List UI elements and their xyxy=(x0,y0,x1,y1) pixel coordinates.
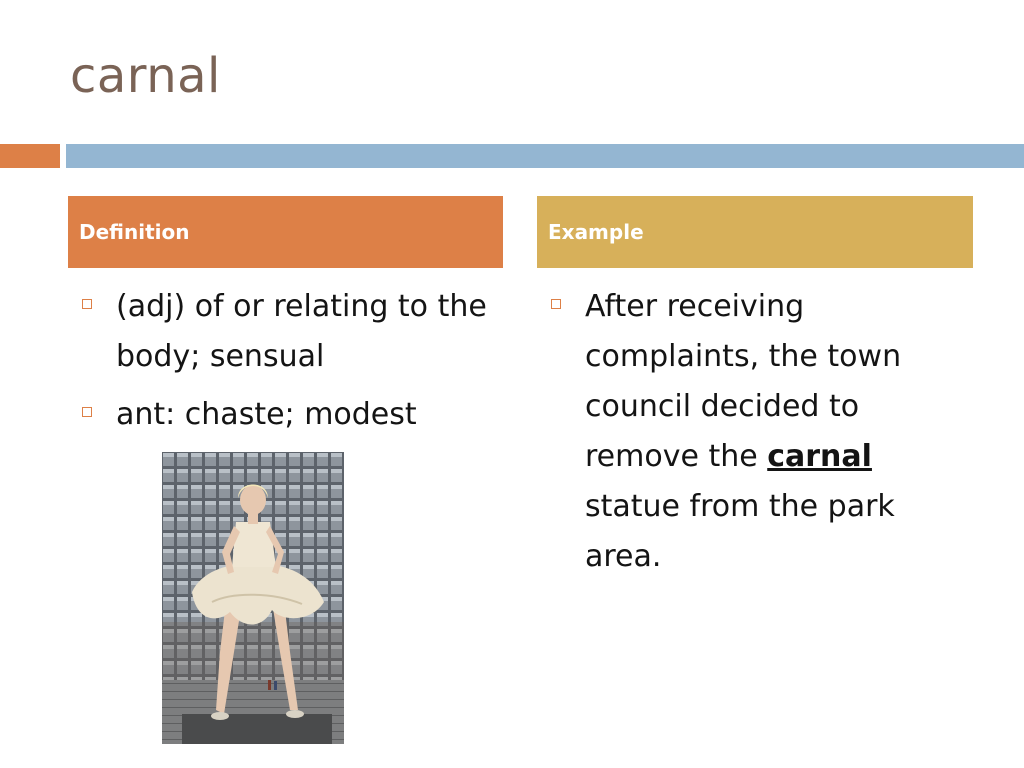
antonym-text: ant: chaste; modest xyxy=(116,397,417,432)
list-item xyxy=(80,390,500,440)
definition-header: Definition xyxy=(68,196,503,268)
list-item xyxy=(80,282,500,382)
example-keyword: carnal xyxy=(767,439,872,474)
accent-bar-orange xyxy=(0,144,60,168)
definition-list xyxy=(80,282,500,448)
example-sentence-start: After receiving complaints, the town council decided to remove the xyxy=(585,289,902,474)
slide-title: carnal xyxy=(70,48,221,104)
example-list xyxy=(549,282,969,590)
accent-bar-blue xyxy=(66,144,1024,168)
list-item xyxy=(549,282,969,582)
example-sentence-end: statue from the park area. xyxy=(585,489,895,574)
example-header: Example xyxy=(537,196,973,268)
square-bullet-icon xyxy=(82,407,92,417)
definition-text: (adj) of or relating to the body; sensual xyxy=(116,289,487,374)
statue-photo xyxy=(162,452,344,744)
square-bullet-icon xyxy=(82,299,92,309)
square-bullet-icon xyxy=(551,299,561,309)
